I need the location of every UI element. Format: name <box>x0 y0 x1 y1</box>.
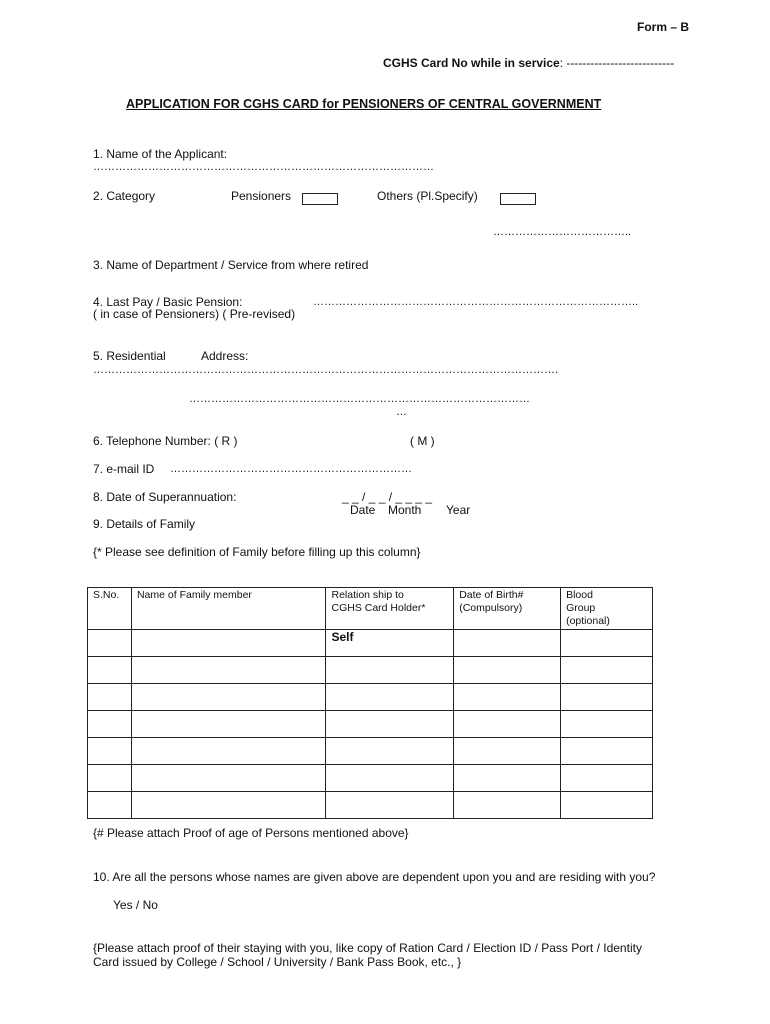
q3-label: 3. Name of Department / Service from where retired <box>93 258 369 272</box>
cell-relation[interactable] <box>326 657 454 684</box>
cell-relation[interactable] <box>326 684 454 711</box>
cell-blood[interactable] <box>561 711 653 738</box>
q6-label: 6. Telephone Number: ( R ) <box>93 434 238 448</box>
table-row <box>88 711 653 738</box>
attach-note-line2: Card issued by College / School / University / Bank Pass Book, etc., } <box>93 955 462 969</box>
q5-label: 5. Residential <box>93 349 166 363</box>
header-name: Name of Family member <box>131 588 326 630</box>
q8-month-caption: Month <box>388 503 422 517</box>
cell-dob[interactable] <box>454 792 561 819</box>
table-row <box>88 765 653 792</box>
header-blood <box>561 588 653 630</box>
cell-relation[interactable] <box>326 792 454 819</box>
cell-name[interactable] <box>131 792 326 819</box>
q5-address-line1[interactable]: ………………………………………………………………………………………………………………. <box>93 364 559 376</box>
cell-name[interactable] <box>131 630 326 657</box>
cell-name[interactable] <box>131 765 326 792</box>
cell-dob[interactable] <box>454 711 561 738</box>
cell-dob[interactable] <box>454 657 561 684</box>
header-relation-line2: CGHS Card Holder* <box>331 602 426 614</box>
q9-label: 9. Details of Family <box>93 517 196 531</box>
cell-sno[interactable] <box>88 765 132 792</box>
header-dob-line2: (Compulsory) <box>459 602 523 614</box>
cell-blood[interactable] <box>561 738 653 765</box>
cell-sno[interactable] <box>88 657 132 684</box>
cell-blood[interactable] <box>561 792 653 819</box>
q6-mobile-label: ( M ) <box>410 434 435 448</box>
q10-answer[interactable]: Yes / No <box>113 898 158 912</box>
category-pensioners-checkbox[interactable] <box>302 193 338 205</box>
q10-label: 10. Are all the persons whose names are given above are dependent upon you and are residing with you? <box>93 870 656 884</box>
q7-email-field[interactable]: ………………………………………………………… <box>170 463 412 475</box>
family-table-header <box>88 588 653 630</box>
q4-label: 4. Last Pay / Basic Pension: <box>93 295 243 309</box>
header-relation-line1: Relation ship to <box>331 589 404 601</box>
q4-note: ( in case of Pensioners) ( Pre-revised) <box>93 307 296 321</box>
family-table <box>87 587 653 819</box>
cell-relation[interactable] <box>326 630 454 657</box>
cell-relation[interactable] <box>326 711 454 738</box>
header-relation <box>326 588 454 630</box>
attach-note-line1: {Please attach proof of their staying with you, like copy of Ration Card / Election ID / Pass Port / Identity <box>93 941 642 955</box>
header-blood-line1: Blood <box>566 589 593 601</box>
cghs-card-label: CGHS Card No while in service <box>383 56 560 70</box>
header-blood-line3: (optional) <box>566 615 610 627</box>
category-others-checkbox[interactable] <box>500 193 536 205</box>
cell-dob[interactable] <box>454 684 561 711</box>
cell-sno[interactable] <box>88 684 132 711</box>
form-title: APPLICATION FOR CGHS CARD for PENSIONERS OF CENTRAL GOVERNMENT <box>126 97 602 111</box>
q8-date-caption: Date <box>350 503 376 517</box>
q5-address-line3[interactable]: … <box>396 406 407 418</box>
cell-relation[interactable] <box>326 738 454 765</box>
q1-name-field[interactable]: ………………………………………………………………………………… <box>93 161 434 173</box>
cell-blood[interactable] <box>561 630 653 657</box>
table-row <box>88 657 653 684</box>
q2-label: 2. Category <box>93 189 156 203</box>
cell-blood[interactable] <box>561 684 653 711</box>
table-row <box>88 738 653 765</box>
header-sno: S.No. <box>88 588 132 630</box>
cell-relation[interactable] <box>326 765 454 792</box>
header-blood-line2: Group <box>566 602 596 614</box>
form-label: Form – B <box>637 20 690 34</box>
cell-sno[interactable] <box>88 792 132 819</box>
category-specify-field[interactable]: ……………………………….. <box>493 226 632 238</box>
q4-pension-field[interactable]: …………………………………………………………………………….. <box>313 296 639 308</box>
q8-year-caption: Year <box>446 503 471 517</box>
table-row <box>88 684 653 711</box>
header-dob <box>454 588 561 630</box>
proof-note: {# Please attach Proof of age of Persons mentioned above} <box>93 826 409 840</box>
cell-sno[interactable] <box>88 738 132 765</box>
cell-name[interactable] <box>131 711 326 738</box>
category-others-label: Others (Pl.Specify) <box>377 189 478 203</box>
q8-label: 8. Date of Superannuation: <box>93 490 237 504</box>
header-dob-line1: Date of Birth# <box>459 589 524 601</box>
cell-sno[interactable] <box>88 711 132 738</box>
category-pensioners-label: Pensioners <box>231 189 292 203</box>
family-note: {* Please see definition of Family before filling up this column} <box>93 545 421 559</box>
table-row <box>88 792 653 819</box>
cell-dob[interactable] <box>454 738 561 765</box>
q5-address-line2[interactable]: ………………………………………………………………………………… <box>189 393 530 405</box>
table-row <box>88 630 653 657</box>
cell-blood[interactable] <box>561 765 653 792</box>
q7-label: 7. e-mail ID <box>93 462 155 476</box>
q1-label: 1. Name of the Applicant: <box>93 147 228 161</box>
cell-blood[interactable] <box>561 657 653 684</box>
cghs-card-line <box>383 56 674 70</box>
cghs-card-value[interactable]: : --------------------------- <box>559 56 675 70</box>
q8-date-field[interactable]: _ _ / _ _ / _ _ _ _ <box>342 490 433 504</box>
cell-name[interactable] <box>131 657 326 684</box>
cell-dob[interactable] <box>454 765 561 792</box>
cell-sno[interactable] <box>88 630 132 657</box>
self-relation: Self <box>331 630 354 644</box>
q5-address-label: Address: <box>201 349 249 363</box>
cell-name[interactable] <box>131 684 326 711</box>
cell-dob[interactable] <box>454 630 561 657</box>
cell-name[interactable] <box>131 738 326 765</box>
